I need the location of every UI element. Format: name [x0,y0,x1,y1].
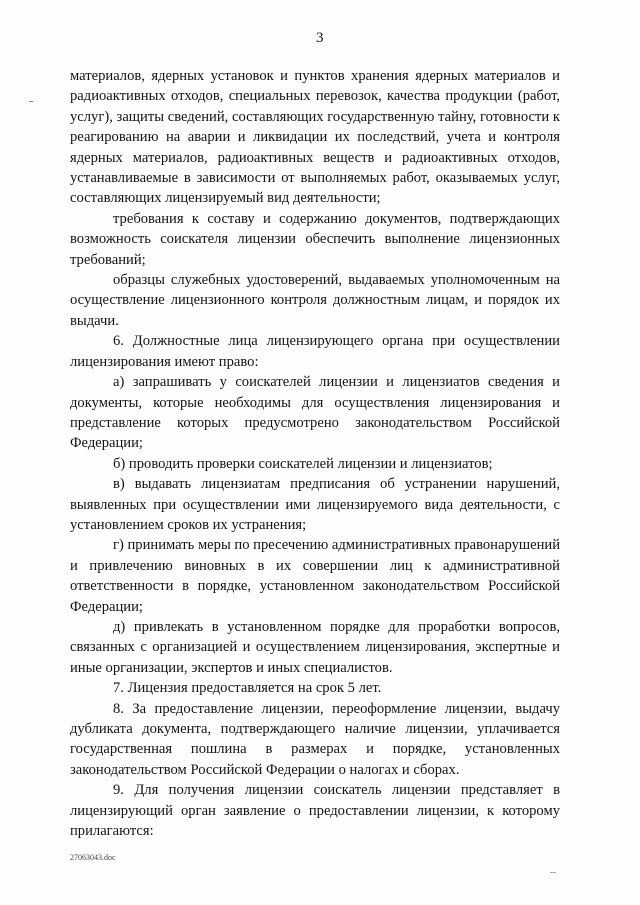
paragraph-clause-6v: в) выдавать лицензиатам предписания об устранении нарушений, выявленных при осуществлении ими лицензируемого вида деятельности, с установлением сроков их устранения; [70,476,560,533]
document-body [70,66,560,841]
paragraph-clause-9: 9. Для получения лицензии соискатель лицензии представляет в лицензирующий орган заявление о предоставлении лицензии, к которому прилагаются: [70,782,560,840]
paragraph-certificate-samples: образцы служебных удостоверений, выдаваемых уполномоченным на осуществление лицензионного контроля должностным лицам, и порядок их выдачи. [70,272,560,329]
page-number: 3 [316,30,324,46]
paragraph-clause-7: 7. Лицензия предоставляется на срок 5 лет. [113,680,382,697]
paragraph-clause-8: 8. За предоставление лицензии, переоформление лицензии, выдачу дубликата документа, подтверждающего наличие лицензии, уплачивается государственная пошлина в размерах и порядке, установленных законодательством Российской Федерации о налогах и сборах. [70,700,560,778]
paragraph-clause-6a: а) запрашивать у соискателей лицензии и лицензиатов сведения и документы, которые необходимы для осуществления лицензирования и представление которых предусмотрено законодательством Российской Федерации; [70,374,560,452]
paragraph-document-requirements: требования к составу и содержанию документов, подтверждающих возможность соискателя лицензии обеспечить выполнение лицензионных требований; [70,210,560,268]
corner-mark [550,872,556,873]
paragraph-clause-6d: д) привлекать в установленном порядке для проработки вопросов, связанных с организацией и осуществлением лицензирования, экспертные и иные организации, экспертов и иных специалистов. [70,618,560,676]
paragraph-continuation: материалов, ядерных установок и пунктов хранения ядерных материалов и радиоактивных отходов, специальных перевозок, качества продукции (работ, услуг), защиты сведений, составляющих государственную тайну, готовности к реагированию на аварии и ликвидации их последствий, учета и контроля ядерных материалов, радиоактивных веществ и радиоактивных отходов, устанавливаемые в зависимости от выполняемых работ, оказываемых услуг, составляющих лицензируемый вид деятельности; [70,68,560,207]
paragraph-clause-6b: б) проводить проверки соискателей лицензии и лицензиатов; [113,455,493,472]
paragraph-clause-6g: г) принимать меры по пресечению административных правонарушений и привлечению виновных в их совершении лиц к административной ответственности в порядке, установленном законодательством Российской Федерации; [70,537,561,615]
margin-mark [29,101,33,102]
footer-file-code: 27063043.doc [70,853,116,862]
paragraph-clause-6: 6. Должностные лица лицензирующего органа при осуществлении лицензирования имеют право: [70,333,560,370]
